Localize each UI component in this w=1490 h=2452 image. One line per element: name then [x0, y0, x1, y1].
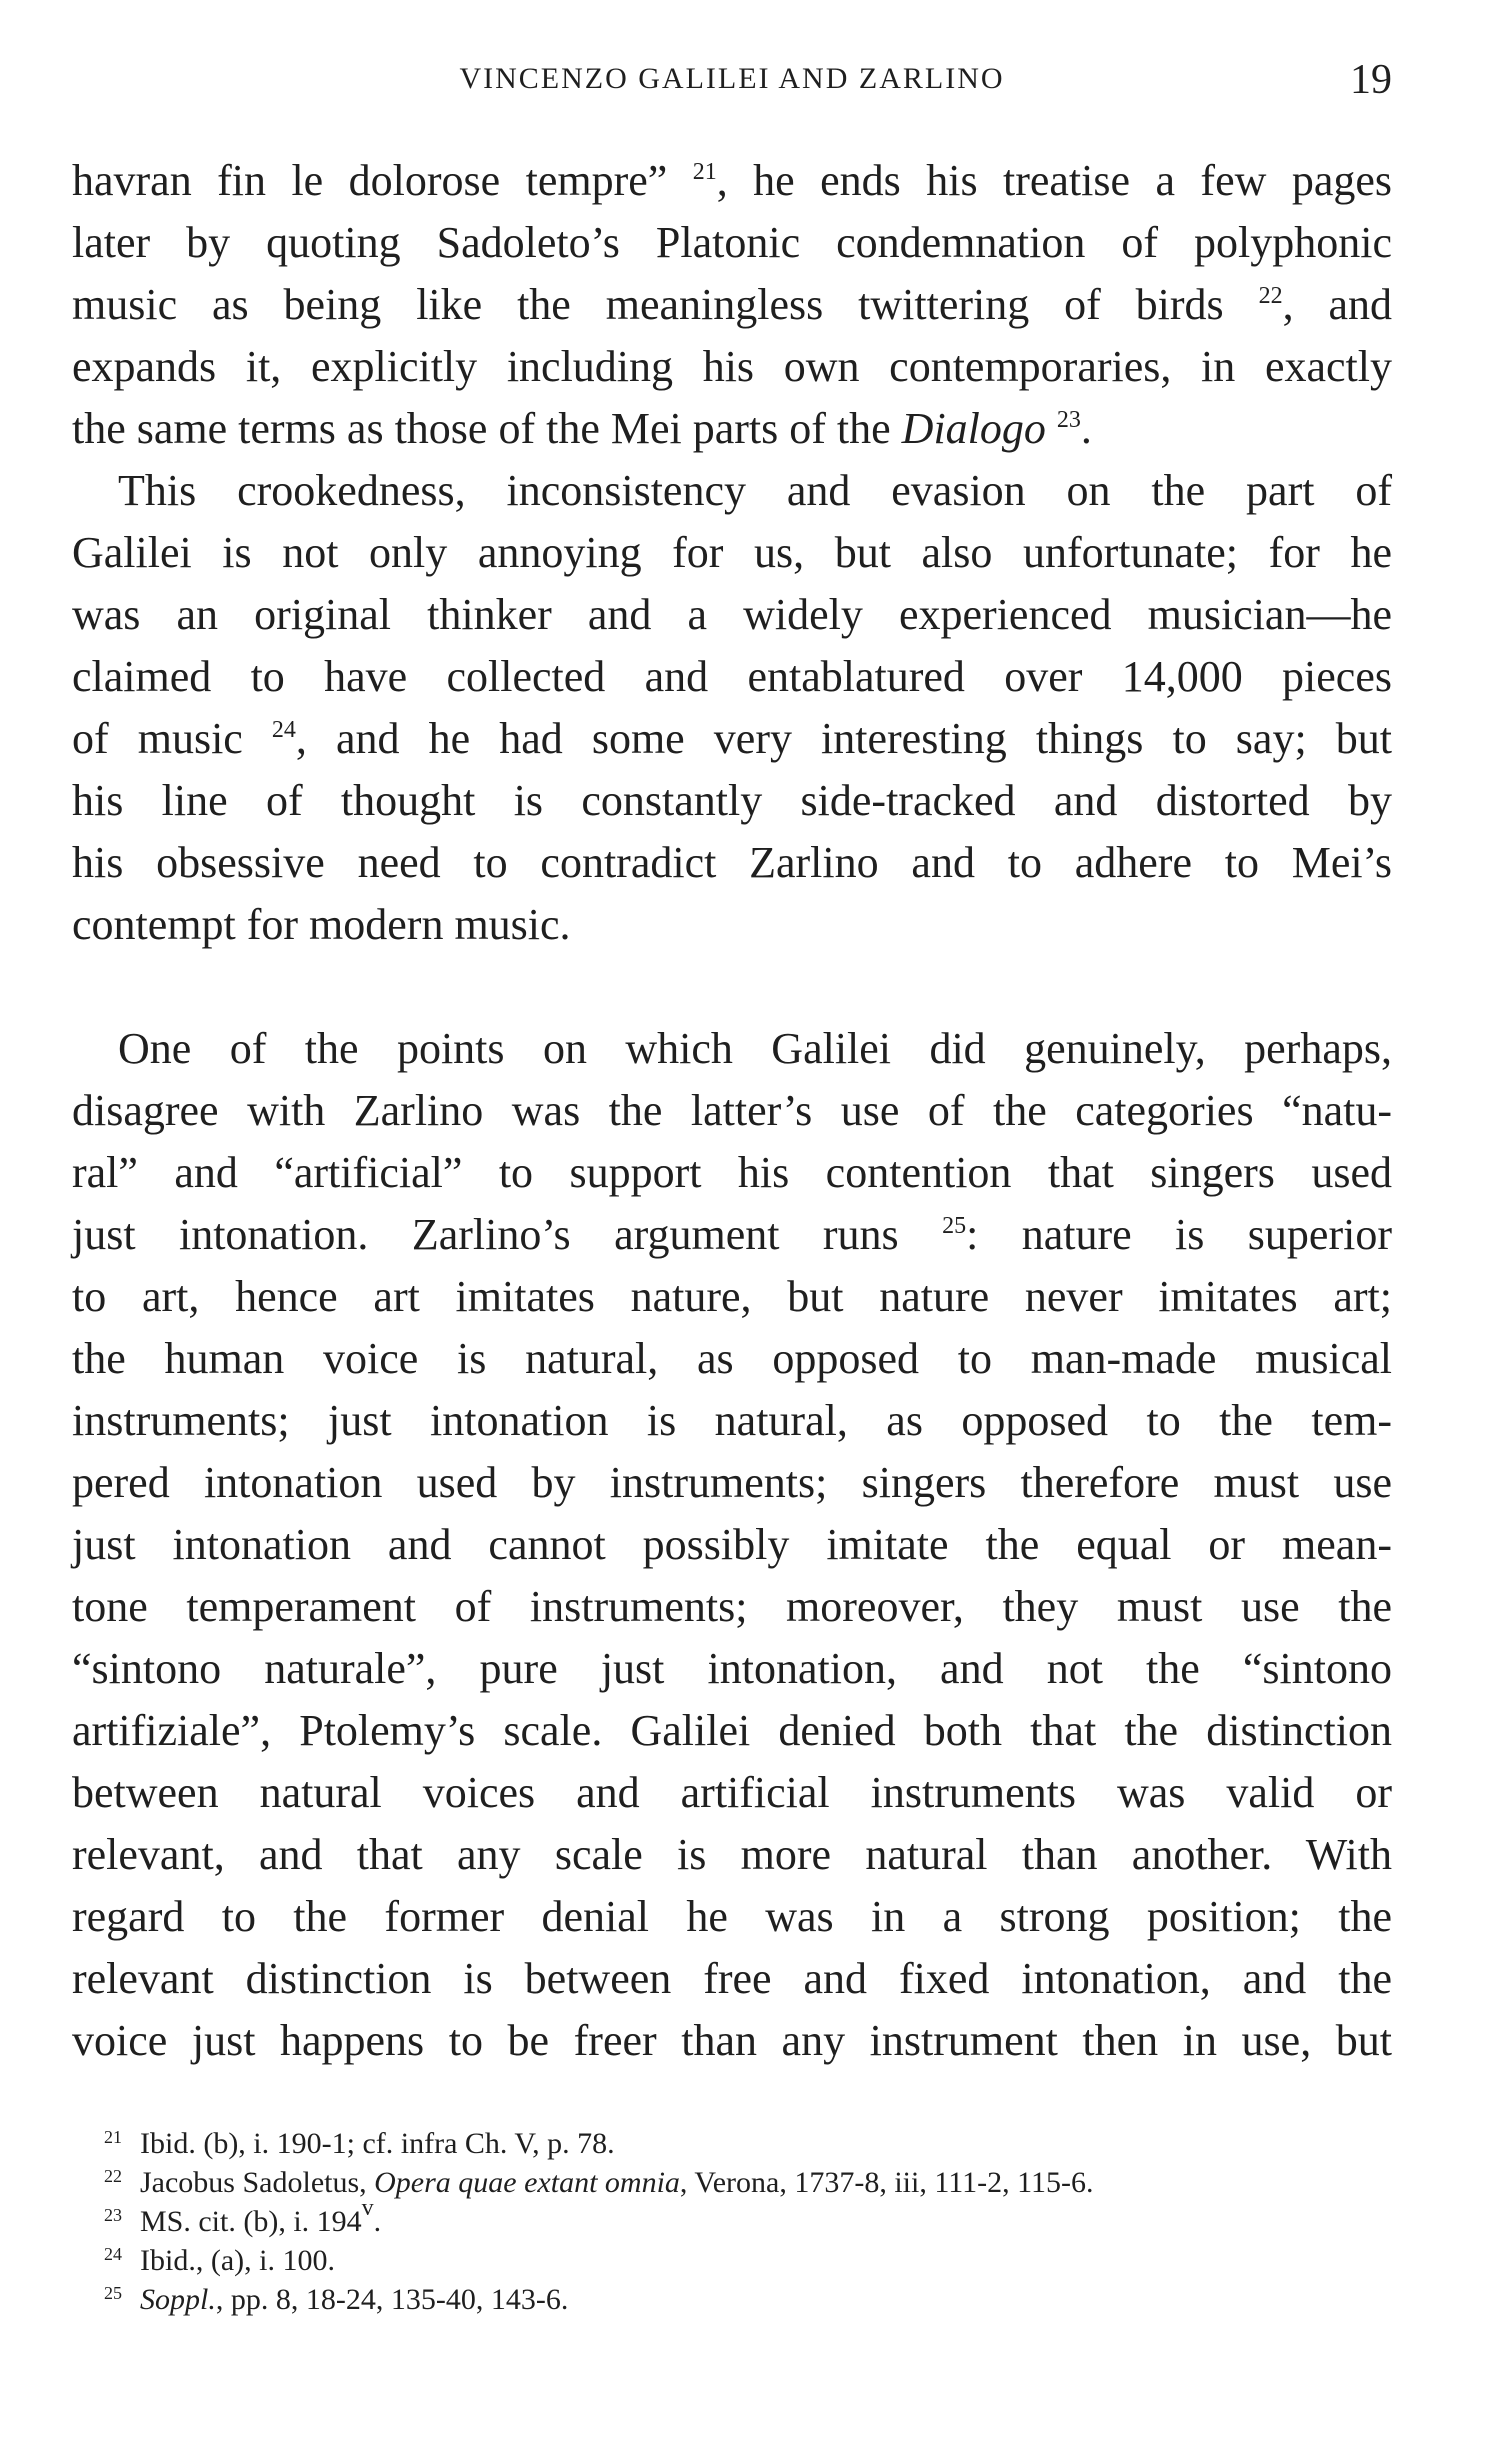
text-run: music as being like the meaningless twittering of birds — [72, 280, 1259, 329]
text-line — [72, 1762, 1392, 1824]
footnote-text — [140, 2127, 615, 2160]
text-run — [1046, 404, 1057, 453]
text-run: pered intonation used by instruments; singers therefore must use — [72, 1458, 1392, 1507]
text-run: his obsessive need to contradict Zarlino and to adhere to Mei’s — [72, 838, 1392, 887]
text-line — [72, 1204, 1392, 1266]
footnote — [72, 2157, 1392, 2199]
footnote — [72, 2195, 1392, 2238]
text-run: tone temperament of instruments; moreover, they must use the — [72, 1582, 1392, 1631]
running-title: VINCENZO GALILEI AND ZARLINO — [459, 62, 1005, 95]
text-run: the human voice is natural, as opposed to man-made musical — [72, 1334, 1392, 1383]
paragraph — [72, 150, 1392, 460]
text-run: relevant, and that any scale is more natural than another. With — [72, 1830, 1392, 1879]
text-line — [72, 770, 1392, 832]
text-line — [72, 1514, 1392, 1576]
text-line — [72, 1018, 1392, 1080]
running-head — [72, 56, 1392, 106]
text-line — [72, 1824, 1392, 1886]
text-run: the same terms as those of the Mei parts of the — [72, 404, 902, 453]
text-run: This crookedness, inconsistency and evasion on the part of — [118, 466, 1392, 515]
text-line — [72, 1948, 1392, 2010]
text-run: contempt for modern music. — [72, 900, 571, 949]
italic-text: Soppl. — [140, 2283, 216, 2316]
text-run: . — [1080, 404, 1092, 453]
text-line — [72, 150, 1392, 212]
footnote — [72, 2274, 1392, 2316]
text-line — [72, 1142, 1392, 1204]
footnotes — [72, 2118, 1392, 2316]
text-line — [72, 1266, 1392, 1328]
footnote-number: 23 — [104, 2205, 122, 2225]
text-line — [72, 460, 1392, 522]
text-run: : nature is superior — [966, 1210, 1392, 1259]
text-run: , and — [1282, 280, 1393, 329]
text-run: Ibid., (a), i. 100. — [140, 2244, 335, 2277]
text-line — [72, 1700, 1392, 1762]
footnote-text — [140, 2244, 335, 2277]
footnote-number: 24 — [104, 2244, 122, 2264]
italic-text: Opera quae extant omnia — [374, 2166, 680, 2199]
text-line — [72, 832, 1392, 894]
text-run: relevant distinction is between free and fixed intonation, and the — [72, 1954, 1392, 2003]
text-run: instruments; just intonation is natural, as opposed to the tem- — [72, 1396, 1392, 1445]
text-line — [72, 1576, 1392, 1638]
text-line — [72, 1452, 1392, 1514]
paragraph-gap — [72, 956, 1392, 1018]
text-run: , he ends his treatise a few pages — [716, 156, 1393, 205]
text-run: , pp. 8, 18-24, 135-40, 143-6. — [215, 2283, 569, 2316]
text-line — [72, 1080, 1392, 1142]
text-run: Galilei is not only annoying for us, but also unfortunate; for he — [72, 528, 1392, 577]
text-run: just intonation and cannot possibly imitate the equal or mean- — [72, 1520, 1392, 1569]
paragraph — [72, 460, 1392, 956]
text-line — [72, 1886, 1392, 1948]
text-run: , Verona, 1737-8, iii, 111-2, 115-6. — [679, 2166, 1094, 2199]
text-run: just intonation. Zarlino’s argument runs — [72, 1210, 943, 1259]
text-run: ral” and “artificial” to support his contention that singers used — [72, 1148, 1392, 1197]
text-run: was an original thinker and a widely experienced musician—he — [72, 590, 1392, 639]
text-run: One of the points on which Galilei did genuinely, perhaps, — [118, 1024, 1392, 1073]
text-line — [72, 2010, 1392, 2072]
text-run: claimed to have collected and entablatured over 14,000 pieces — [72, 652, 1392, 701]
text-run: artifiziale”, Ptolemy’s scale. Galilei denied both that the distinction — [72, 1706, 1392, 1755]
text-line — [72, 398, 1392, 460]
footnote-number: 21 — [104, 2127, 122, 2147]
text-run: MS. cit. (b), i. 194 — [140, 2205, 362, 2238]
text-line — [72, 212, 1392, 274]
footnote — [72, 2118, 1392, 2160]
text-line — [72, 522, 1392, 584]
note-reference: 25 — [942, 1213, 967, 1239]
text-line — [72, 1328, 1392, 1390]
paragraph — [72, 1018, 1392, 2072]
text-run: later by quoting Sadoleto’s Platonic condemnation of polyphonic — [72, 218, 1392, 267]
footnote-number: 25 — [104, 2283, 122, 2303]
text-run: Jacobus Sadoletus, — [140, 2166, 375, 2199]
text-run: his line of thought is constantly side-tracked and distorted by — [72, 776, 1392, 825]
text-run: regard to the former denial he was in a strong position; the — [72, 1892, 1392, 1941]
footnote-text — [140, 2195, 382, 2238]
footnote-number: 22 — [104, 2166, 122, 2186]
text-run: expands it, explicitly including his own contemporaries, in exactly — [72, 342, 1392, 391]
note-reference: 22 — [1258, 283, 1283, 309]
text-run: havran fin le dolorose tempre” — [72, 156, 693, 205]
footnote-text — [140, 2283, 568, 2316]
page-number: 19 — [1350, 57, 1392, 103]
text-run: of music — [72, 714, 272, 763]
text-run: “sintono naturale”, pure just intonation, and not the “sintono — [72, 1644, 1392, 1693]
text-run: , and he had some very interesting things to say; but — [295, 714, 1392, 763]
note-reference: v — [361, 2195, 374, 2221]
body-text — [72, 150, 1392, 2072]
text-line — [72, 894, 1392, 956]
footnote — [72, 2235, 1392, 2277]
italic-text: Dialogo — [901, 404, 1046, 453]
text-run: . — [373, 2205, 382, 2238]
text-run: disagree with Zarlino was the latter’s use of the categories “natu- — [72, 1086, 1392, 1135]
note-reference: 21 — [692, 159, 717, 185]
text-line — [72, 1638, 1392, 1700]
text-line — [72, 274, 1392, 336]
text-line — [72, 708, 1392, 770]
footnote-text — [140, 2166, 1093, 2199]
text-run: voice just happens to be freer than any instrument then in use, but — [72, 2016, 1392, 2065]
note-reference: 24 — [271, 717, 296, 743]
text-run: between natural voices and artificial instruments was valid or — [72, 1768, 1392, 1817]
text-line — [72, 1390, 1392, 1452]
text-line — [72, 646, 1392, 708]
text-line — [72, 584, 1392, 646]
text-line — [72, 336, 1392, 398]
text-run: to art, hence art imitates nature, but nature never imitates art; — [72, 1272, 1392, 1321]
text-run: Ibid. (b), i. 190-1; cf. infra Ch. V, p. 78. — [140, 2127, 615, 2160]
note-reference: 23 — [1056, 407, 1081, 433]
